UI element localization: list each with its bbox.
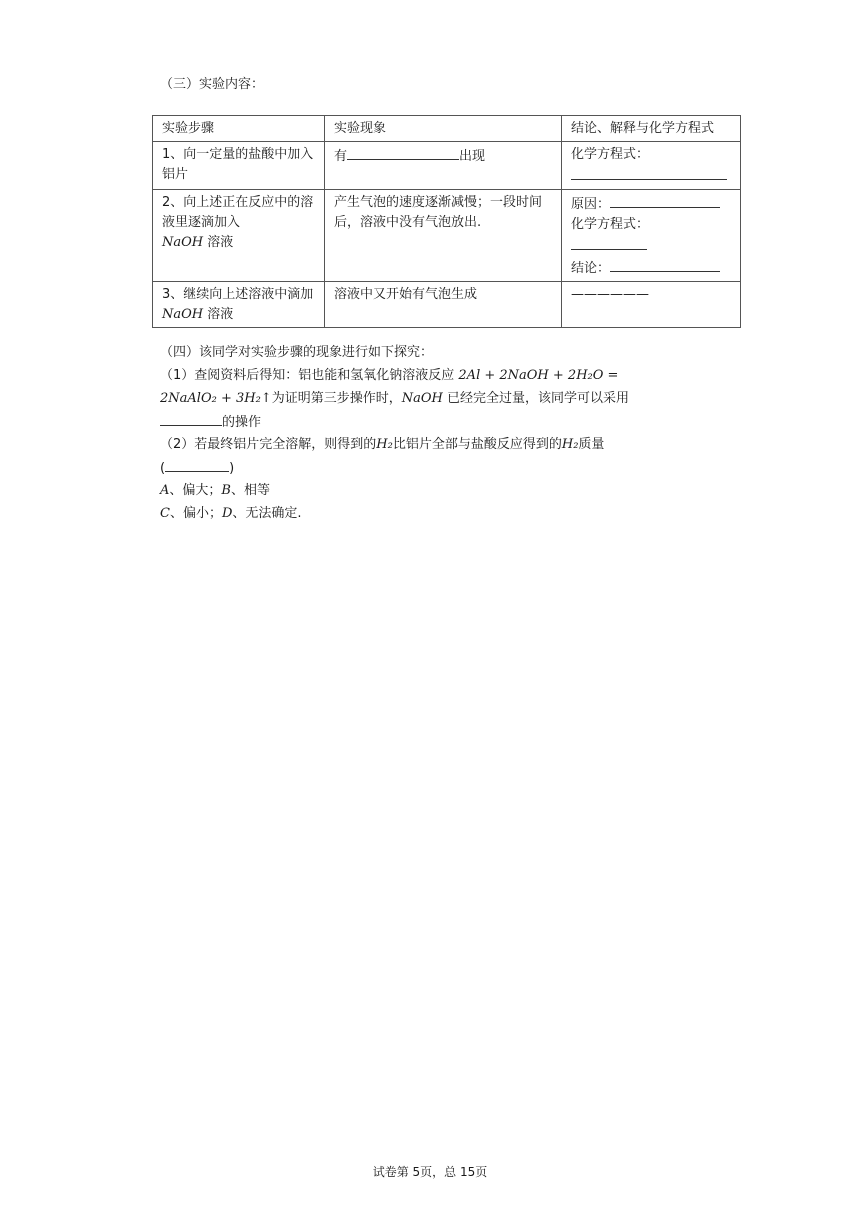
option-a-letter: A (160, 483, 170, 498)
q1-answer-blank[interactable] (160, 411, 222, 426)
row1-phenomenon-suffix: 出现 (459, 149, 486, 164)
q1-equation-part2: 2NaAlO₂ + 3H₂↑ (160, 391, 272, 406)
option-c-letter: C (160, 506, 170, 521)
header-phenomenon: 实验现象 (325, 116, 562, 142)
q2-suffix: 质量 (578, 437, 605, 452)
header-step: 实验步骤 (153, 116, 325, 142)
options-line1 (160, 480, 720, 503)
row3-conclusion: —————— (562, 282, 741, 328)
row2-step-text: 2、向上述正在反应中的溶液里逐滴加入 (162, 195, 314, 230)
row3-step-suffix: 溶液 (203, 307, 234, 322)
section3-heading: （三）实验内容： (160, 77, 265, 92)
q2-h2-b: H₂ (561, 437, 579, 452)
row2-conclusion-label: 结论： (571, 261, 611, 276)
row3-step (153, 282, 325, 328)
options-line2 (160, 503, 720, 526)
row3-step-text: 3、继续向上述溶液中滴加 (162, 287, 314, 302)
experiment-table (152, 115, 741, 328)
option-d-text: 、无法确定. (232, 506, 302, 521)
row1-conclusion (562, 142, 741, 190)
q2-answer-blank[interactable] (165, 457, 229, 472)
option-a-text: 、偏大； (169, 483, 222, 498)
table-header-row (153, 116, 741, 142)
header-conclusion: 结论、解释与化学方程式 (562, 116, 741, 142)
row2-reason-blank[interactable] (610, 193, 720, 208)
q1-line2 (160, 388, 720, 411)
page-footer: 试卷第 5页，总 15页 (372, 1165, 488, 1179)
option-c-text: 、偏小； (169, 506, 222, 521)
section4 (160, 342, 720, 526)
q2-paren-close: ) (229, 461, 235, 476)
q1-line1 (160, 365, 720, 388)
row2-phenomenon: 产生气泡的速度逐渐减慢；一段时间后，溶液中没有气泡放出. (325, 190, 562, 282)
q1-line3 (160, 411, 720, 434)
q1-equation-part1: 2Al + 2NaOH + 2H₂O = (458, 368, 619, 383)
row3-step-formula: NaOH (162, 307, 204, 322)
row1-equation-blank[interactable] (571, 165, 727, 180)
row2-step-formula: NaOH (162, 235, 204, 250)
table-row (153, 142, 741, 190)
option-b-text: 、相等 (230, 483, 270, 498)
q1-formula: NaOH (401, 391, 443, 406)
row1-step: 1、向一定量的盐酸中加入铝片 (153, 142, 325, 190)
q1-mid: 为证明第三步操作时， (271, 391, 402, 406)
row2-equation-blank[interactable] (571, 235, 647, 250)
q2-line2 (160, 457, 720, 480)
row2-reason-label: 原因： (571, 197, 611, 212)
row2-conclusion-blank[interactable] (610, 257, 720, 272)
q1-prefix: （1）查阅资料后得知：铝也能和氢氧化钠溶液反应 (160, 368, 459, 383)
q1-suffix: 已经完全过量，该同学可以采用 (442, 391, 629, 406)
table-row (153, 190, 741, 282)
row1-phenomenon-prefix: 有 (334, 149, 348, 164)
q2-prefix: （2）若最终铝片完全溶解，则得到的 (160, 437, 377, 452)
row2-conclusion (562, 190, 741, 282)
option-d-letter: D (221, 506, 233, 521)
row1-phenomenon-blank[interactable] (347, 145, 459, 160)
q2-mid: 比铝片全部与盐酸反应得到的 (392, 437, 562, 452)
row2-step-suffix: 溶液 (203, 235, 234, 250)
q2-line1 (160, 434, 720, 457)
q2-paren-open: ( (160, 461, 166, 476)
q1-end: 的操作 (222, 415, 262, 430)
table-row (153, 282, 741, 328)
option-b-letter: B (221, 483, 231, 498)
row1-phenomenon (325, 142, 562, 190)
section4-heading: （四）该同学对实验步骤的现象进行如下探究： (160, 345, 434, 360)
row2-equation-label: 化学方程式： (571, 217, 650, 232)
row1-equation-label: 化学方程式： (571, 147, 650, 162)
row2-step (153, 190, 325, 282)
q2-h2-a: H₂ (376, 437, 393, 452)
row3-phenomenon: 溶液中又开始有气泡生成 (325, 282, 562, 328)
